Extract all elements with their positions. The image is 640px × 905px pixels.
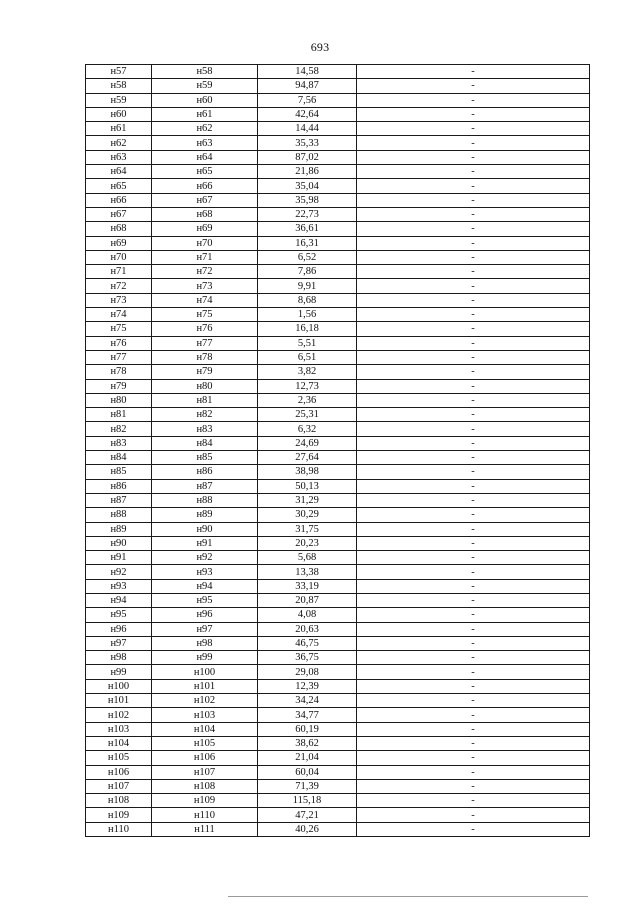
distance-cell: 34,77 (258, 708, 357, 722)
point-to-cell: н80 (152, 379, 258, 393)
distance-cell: 12,73 (258, 379, 357, 393)
point-to-cell: н92 (152, 551, 258, 565)
point-to-cell: н59 (152, 79, 258, 93)
distance-cell: 16,18 (258, 322, 357, 336)
table-row (86, 379, 590, 393)
note-cell: - (357, 408, 590, 422)
distance-cell: 6,32 (258, 422, 357, 436)
distance-cell: 21,86 (258, 165, 357, 179)
distance-cell: 50,13 (258, 479, 357, 493)
table-row (86, 293, 590, 307)
point-from-cell: н78 (86, 365, 152, 379)
table-row (86, 736, 590, 750)
point-from-cell: н101 (86, 694, 152, 708)
point-to-cell: н108 (152, 779, 258, 793)
note-cell: - (357, 193, 590, 207)
note-cell: - (357, 350, 590, 364)
note-cell: - (357, 451, 590, 465)
point-to-cell: н65 (152, 165, 258, 179)
table-row (86, 694, 590, 708)
table-row (86, 565, 590, 579)
note-cell: - (357, 665, 590, 679)
point-to-cell: н68 (152, 207, 258, 221)
point-from-cell: н93 (86, 579, 152, 593)
table-row (86, 493, 590, 507)
point-from-cell: н104 (86, 736, 152, 750)
table-row (86, 350, 590, 364)
note-cell: - (357, 165, 590, 179)
point-from-cell: н100 (86, 679, 152, 693)
point-from-cell: н98 (86, 651, 152, 665)
point-to-cell: н91 (152, 536, 258, 550)
distance-cell: 3,82 (258, 365, 357, 379)
note-cell: - (357, 493, 590, 507)
note-cell: - (357, 436, 590, 450)
note-cell: - (357, 536, 590, 550)
note-cell: - (357, 308, 590, 322)
distance-cell: 35,04 (258, 179, 357, 193)
point-from-cell: н70 (86, 250, 152, 264)
table-row (86, 79, 590, 93)
table-row (86, 479, 590, 493)
table-row (86, 93, 590, 107)
distance-cell: 38,98 (258, 465, 357, 479)
point-to-cell: н110 (152, 808, 258, 822)
point-to-cell: н111 (152, 822, 258, 836)
point-to-cell: н100 (152, 665, 258, 679)
note-cell: - (357, 250, 590, 264)
note-cell: - (357, 393, 590, 407)
point-to-cell: н63 (152, 136, 258, 150)
note-cell: - (357, 422, 590, 436)
note-cell: - (357, 593, 590, 607)
note-cell: - (357, 808, 590, 822)
distance-cell: 115,18 (258, 794, 357, 808)
distance-cell: 6,51 (258, 350, 357, 364)
distance-cell: 30,29 (258, 508, 357, 522)
point-to-cell: н82 (152, 408, 258, 422)
distance-cell: 14,58 (258, 65, 357, 79)
point-from-cell: н95 (86, 608, 152, 622)
table-row (86, 136, 590, 150)
note-cell: - (357, 279, 590, 293)
distance-cell: 5,68 (258, 551, 357, 565)
point-to-cell: н90 (152, 522, 258, 536)
distance-cell: 14,44 (258, 122, 357, 136)
point-from-cell: н57 (86, 65, 152, 79)
point-to-cell: н103 (152, 708, 258, 722)
point-to-cell: н99 (152, 651, 258, 665)
note-cell: - (357, 207, 590, 221)
note-cell: - (357, 779, 590, 793)
distance-cell: 9,91 (258, 279, 357, 293)
point-to-cell: н109 (152, 794, 258, 808)
note-cell: - (357, 651, 590, 665)
note-cell: - (357, 708, 590, 722)
note-cell: - (357, 179, 590, 193)
table-row (86, 322, 590, 336)
note-cell: - (357, 608, 590, 622)
note-cell: - (357, 222, 590, 236)
distance-cell: 31,75 (258, 522, 357, 536)
table-row (86, 193, 590, 207)
point-to-cell: н85 (152, 451, 258, 465)
note-cell: - (357, 794, 590, 808)
note-cell: - (357, 265, 590, 279)
note-cell: - (357, 565, 590, 579)
point-from-cell: н80 (86, 393, 152, 407)
table-row (86, 679, 590, 693)
table-row (86, 65, 590, 79)
distance-cell: 38,62 (258, 736, 357, 750)
distance-cell: 36,75 (258, 651, 357, 665)
point-to-cell: н89 (152, 508, 258, 522)
point-to-cell: н93 (152, 565, 258, 579)
table-row (86, 636, 590, 650)
point-from-cell: н79 (86, 379, 152, 393)
point-to-cell: н66 (152, 179, 258, 193)
table-row (86, 508, 590, 522)
point-to-cell: н60 (152, 93, 258, 107)
point-from-cell: н82 (86, 422, 152, 436)
distance-cell: 35,98 (258, 193, 357, 207)
point-from-cell: н109 (86, 808, 152, 822)
note-cell: - (357, 522, 590, 536)
point-to-cell: н105 (152, 736, 258, 750)
note-cell: - (357, 579, 590, 593)
table-row (86, 608, 590, 622)
point-from-cell: н108 (86, 794, 152, 808)
note-cell: - (357, 93, 590, 107)
distance-cell: 7,86 (258, 265, 357, 279)
point-from-cell: н97 (86, 636, 152, 650)
point-from-cell: н110 (86, 822, 152, 836)
table-row (86, 622, 590, 636)
table-row (86, 451, 590, 465)
distance-cell: 47,21 (258, 808, 357, 822)
note-cell: - (357, 736, 590, 750)
distance-cell: 2,36 (258, 393, 357, 407)
point-from-cell: н88 (86, 508, 152, 522)
point-to-cell: н97 (152, 622, 258, 636)
point-from-cell: н69 (86, 236, 152, 250)
point-to-cell: н58 (152, 65, 258, 79)
point-to-cell: н70 (152, 236, 258, 250)
table-row (86, 579, 590, 593)
point-from-cell: н66 (86, 193, 152, 207)
note-cell: - (357, 508, 590, 522)
point-from-cell: н94 (86, 593, 152, 607)
table-row (86, 236, 590, 250)
table-row (86, 708, 590, 722)
note-cell: - (357, 322, 590, 336)
point-from-cell: н85 (86, 465, 152, 479)
point-from-cell: н90 (86, 536, 152, 550)
table-row (86, 265, 590, 279)
point-from-cell: н68 (86, 222, 152, 236)
point-from-cell: н77 (86, 350, 152, 364)
point-from-cell: н102 (86, 708, 152, 722)
point-from-cell: н105 (86, 751, 152, 765)
point-from-cell: н65 (86, 179, 152, 193)
distance-cell: 13,38 (258, 565, 357, 579)
bottom-rule (228, 896, 588, 897)
note-cell: - (357, 379, 590, 393)
table-row (86, 665, 590, 679)
table-row (86, 250, 590, 264)
distance-cell: 36,61 (258, 222, 357, 236)
distance-cell: 20,63 (258, 622, 357, 636)
table-row (86, 408, 590, 422)
distance-cell: 60,19 (258, 722, 357, 736)
point-from-cell: н81 (86, 408, 152, 422)
point-to-cell: н98 (152, 636, 258, 650)
point-to-cell: н81 (152, 393, 258, 407)
point-from-cell: н103 (86, 722, 152, 736)
distance-cell: 25,31 (258, 408, 357, 422)
table-row (86, 222, 590, 236)
note-cell: - (357, 336, 590, 350)
point-from-cell: н61 (86, 122, 152, 136)
distance-cell: 29,08 (258, 665, 357, 679)
point-from-cell: н107 (86, 779, 152, 793)
point-from-cell: н67 (86, 207, 152, 221)
distance-cell: 71,39 (258, 779, 357, 793)
point-from-cell: н72 (86, 279, 152, 293)
point-to-cell: н104 (152, 722, 258, 736)
table-row (86, 536, 590, 550)
distance-cell: 34,24 (258, 694, 357, 708)
point-from-cell: н106 (86, 765, 152, 779)
point-to-cell: н62 (152, 122, 258, 136)
note-cell: - (357, 636, 590, 650)
table-row (86, 308, 590, 322)
table-row (86, 422, 590, 436)
point-to-cell: н79 (152, 365, 258, 379)
note-cell: - (357, 722, 590, 736)
distance-cell: 5,51 (258, 336, 357, 350)
distance-cell: 21,04 (258, 751, 357, 765)
point-to-cell: н69 (152, 222, 258, 236)
table-body (86, 65, 590, 837)
note-cell: - (357, 551, 590, 565)
boundary-points-table (85, 64, 590, 837)
note-cell: - (357, 822, 590, 836)
point-to-cell: н95 (152, 593, 258, 607)
table-row (86, 751, 590, 765)
point-from-cell: н63 (86, 150, 152, 164)
distance-cell: 35,33 (258, 136, 357, 150)
point-to-cell: н72 (152, 265, 258, 279)
note-cell: - (357, 107, 590, 121)
point-to-cell: н76 (152, 322, 258, 336)
distance-cell: 20,87 (258, 593, 357, 607)
point-from-cell: н73 (86, 293, 152, 307)
table-row (86, 150, 590, 164)
point-to-cell: н102 (152, 694, 258, 708)
point-from-cell: н71 (86, 265, 152, 279)
point-to-cell: н67 (152, 193, 258, 207)
point-to-cell: н84 (152, 436, 258, 450)
distance-cell: 24,69 (258, 436, 357, 450)
note-cell: - (357, 365, 590, 379)
note-cell: - (357, 465, 590, 479)
point-from-cell: н83 (86, 436, 152, 450)
point-to-cell: н64 (152, 150, 258, 164)
point-from-cell: н60 (86, 107, 152, 121)
table-row (86, 207, 590, 221)
point-from-cell: н96 (86, 622, 152, 636)
table-row (86, 779, 590, 793)
point-to-cell: н101 (152, 679, 258, 693)
point-from-cell: н74 (86, 308, 152, 322)
note-cell: - (357, 293, 590, 307)
note-cell: - (357, 236, 590, 250)
point-from-cell: н76 (86, 336, 152, 350)
point-from-cell: н86 (86, 479, 152, 493)
note-cell: - (357, 479, 590, 493)
note-cell: - (357, 150, 590, 164)
note-cell: - (357, 79, 590, 93)
distance-cell: 6,52 (258, 250, 357, 264)
point-from-cell: н92 (86, 565, 152, 579)
table-row (86, 165, 590, 179)
point-from-cell: н87 (86, 493, 152, 507)
point-to-cell: н88 (152, 493, 258, 507)
point-to-cell: н86 (152, 465, 258, 479)
point-from-cell: н91 (86, 551, 152, 565)
note-cell: - (357, 136, 590, 150)
table-row (86, 808, 590, 822)
point-to-cell: н87 (152, 479, 258, 493)
page-number: 693 (310, 40, 330, 54)
distance-cell: 60,04 (258, 765, 357, 779)
table-row (86, 465, 590, 479)
point-to-cell: н71 (152, 250, 258, 264)
table-row (86, 722, 590, 736)
table-row (86, 365, 590, 379)
point-from-cell: н58 (86, 79, 152, 93)
note-cell: - (357, 122, 590, 136)
table-row (86, 279, 590, 293)
table-row (86, 651, 590, 665)
point-to-cell: н83 (152, 422, 258, 436)
distance-cell: 7,56 (258, 93, 357, 107)
point-from-cell: н62 (86, 136, 152, 150)
point-to-cell: н77 (152, 336, 258, 350)
table-row (86, 336, 590, 350)
distance-cell: 4,08 (258, 608, 357, 622)
distance-cell: 16,31 (258, 236, 357, 250)
table-row (86, 436, 590, 450)
distance-cell: 40,26 (258, 822, 357, 836)
point-from-cell: н59 (86, 93, 152, 107)
distance-cell: 46,75 (258, 636, 357, 650)
table-row (86, 107, 590, 121)
table-row (86, 794, 590, 808)
distance-cell: 33,19 (258, 579, 357, 593)
note-cell: - (357, 694, 590, 708)
point-to-cell: н106 (152, 751, 258, 765)
table-row (86, 765, 590, 779)
note-cell: - (357, 765, 590, 779)
point-from-cell: н75 (86, 322, 152, 336)
table-row (86, 822, 590, 836)
distance-cell: 8,68 (258, 293, 357, 307)
note-cell: - (357, 751, 590, 765)
distance-cell: 12,39 (258, 679, 357, 693)
distance-cell: 20,23 (258, 536, 357, 550)
distance-cell: 94,87 (258, 79, 357, 93)
point-from-cell: н64 (86, 165, 152, 179)
distance-cell: 27,64 (258, 451, 357, 465)
point-from-cell: н89 (86, 522, 152, 536)
table-row (86, 593, 590, 607)
table-row (86, 522, 590, 536)
point-to-cell: н96 (152, 608, 258, 622)
distance-cell: 42,64 (258, 107, 357, 121)
point-to-cell: н94 (152, 579, 258, 593)
point-to-cell: н73 (152, 279, 258, 293)
point-from-cell: н99 (86, 665, 152, 679)
distance-cell: 22,73 (258, 207, 357, 221)
point-to-cell: н78 (152, 350, 258, 364)
point-from-cell: н84 (86, 451, 152, 465)
note-cell: - (357, 679, 590, 693)
table-row (86, 179, 590, 193)
distance-cell: 87,02 (258, 150, 357, 164)
point-to-cell: н107 (152, 765, 258, 779)
distance-cell: 31,29 (258, 493, 357, 507)
note-cell: - (357, 65, 590, 79)
table-row (86, 122, 590, 136)
table-row (86, 393, 590, 407)
distance-cell: 1,56 (258, 308, 357, 322)
note-cell: - (357, 622, 590, 636)
table-row (86, 551, 590, 565)
point-to-cell: н74 (152, 293, 258, 307)
point-to-cell: н61 (152, 107, 258, 121)
point-to-cell: н75 (152, 308, 258, 322)
